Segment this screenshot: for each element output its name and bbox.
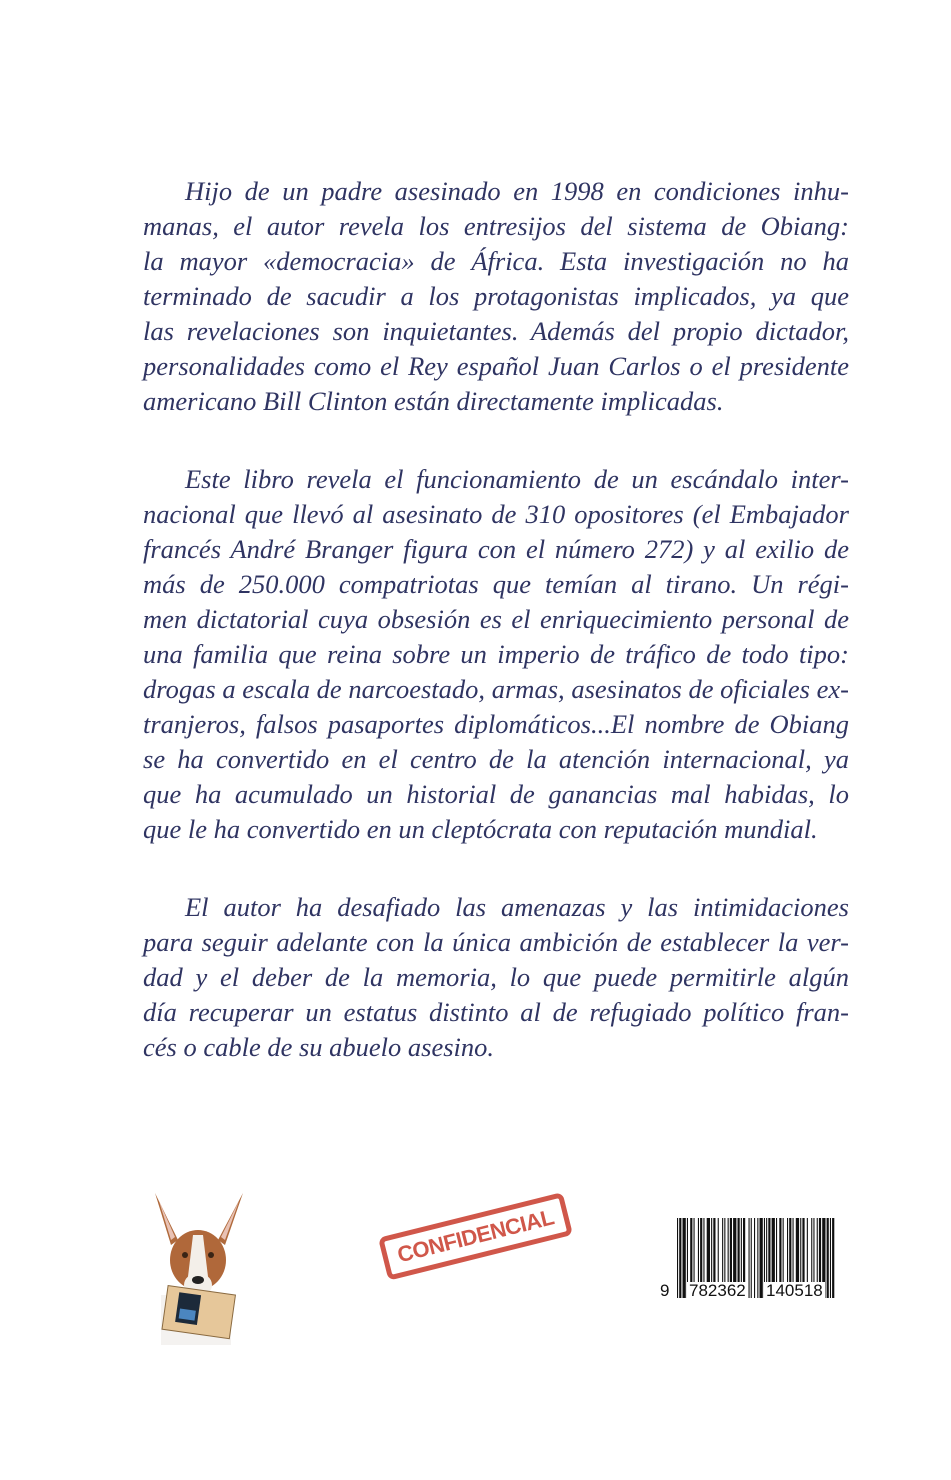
paragraph-2 [143, 462, 849, 847]
text-line: Este libro revela el funcionamiento de un escándalo inter- [185, 464, 849, 494]
text-line: men dictatorial cuya obsesión es el enriquecimiento personal de [143, 604, 849, 634]
text-line: manas, el autor revela los entresijos del sistema de Obiang: [143, 211, 849, 241]
barcode-bar [832, 1218, 834, 1298]
text-line: nacional que llevó al asesinato de 310 opositores (el Embajador [143, 499, 849, 529]
text-line: se ha convertido en el centro de la atención internacional, ya [143, 744, 849, 774]
text-line: día recuperar un estatus distinto al de refugiado político fran- [143, 997, 849, 1027]
barcode-bar [679, 1218, 681, 1298]
text-line: una familia que reina sobre un imperio de tráfico de todo tipo: [143, 639, 849, 669]
barcode-bar [830, 1218, 831, 1298]
barcode-bar [760, 1218, 763, 1298]
text-line: personalidades como el Rey español Juan Carlos o el presidente [143, 351, 849, 381]
text-line: dad y el deber de la memoria, lo que puede permitirle algún [143, 962, 849, 992]
paragraph-1 [143, 174, 849, 419]
text-line: Hijo de un padre asesinado en 1998 en condiciones inhu- [185, 176, 849, 206]
barcode-bar [757, 1218, 758, 1298]
text-line: la mayor «democracia» de África. Esta investigación no ha [143, 246, 849, 276]
text-line: que ha acumulado un historial de ganancias mal habidas, lo [143, 779, 849, 809]
text-line: americano Bill Clinton están directamente implicadas. [143, 386, 724, 416]
text-line: que le ha convertido en un cleptócrata con reputación mundial. [143, 814, 818, 844]
barcode-bar [677, 1218, 678, 1298]
barcode-bar [749, 1218, 750, 1298]
paragraph-3 [143, 890, 849, 1065]
text-line: El autor ha desafiado las amenazas y las intimidaciones [185, 892, 849, 922]
barcode-group-1: 782362 [689, 1281, 746, 1300]
text-line: terminado de sacudir a los protagonistas implicados, ya que [143, 281, 849, 311]
barcode-bar [751, 1218, 752, 1298]
barcode-group-2: 140518 [766, 1281, 823, 1300]
publisher-dog-logo [143, 1185, 253, 1345]
barcode-bar [827, 1218, 829, 1298]
barcode-bar [754, 1218, 755, 1298]
text-line: cés o cable de su abuelo asesino. [143, 1032, 495, 1062]
text-line: drogas a escala de narcoestado, armas, asesinatos de oficiales ex- [143, 674, 849, 704]
text-line: para seguir adelante con la única ambición de establecer la ver- [143, 927, 849, 957]
text-line: francés André Branger figura con el número 272) y al exilio de [143, 534, 849, 564]
barcode-lead-digit: 9 [660, 1281, 670, 1300]
text-line: las revelaciones son inquietantes. Además del propio dictador, [143, 316, 849, 346]
text-line: tranjeros, falsos pasaportes diplomáticos...El nombre de Obiang [143, 709, 849, 739]
barcode-bar [683, 1218, 686, 1298]
confidencial-stamp: CONFIDENCIAL [378, 1192, 573, 1281]
text-line: más de 250.000 compatriotas que temían al tirano. Un régi- [143, 569, 849, 599]
